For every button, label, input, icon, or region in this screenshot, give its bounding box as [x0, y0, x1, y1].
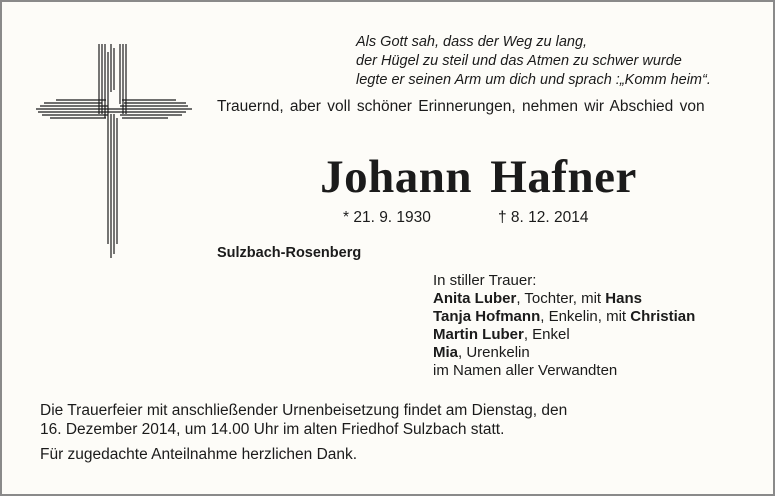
mourner-partner: Hans	[605, 290, 642, 307]
mourner-relation: , Tochter, mit	[516, 290, 606, 307]
ceremony-line: Die Trauerfeier mit anschließender Urnenbeisetzung findet am Dienstag, den	[40, 402, 568, 419]
thanks-text: Für zugedachte Anteilnahme herzlichen Dank.	[40, 446, 358, 463]
mourner-name: Anita Luber	[433, 290, 517, 307]
deceased-name: Johann Hafner	[320, 151, 637, 203]
death-date: † 8. 12. 2014	[498, 209, 589, 226]
mourners-list	[433, 272, 695, 380]
mourners-heading: In stiller Trauer:	[433, 272, 537, 289]
intro-text: Trauernd, aber voll schöner Erinnerungen, nehmen wir Abschied von	[217, 98, 705, 115]
poem-line: legte er seinen Arm um dich und sprach :„Komm heim“.	[356, 72, 711, 88]
mourner-relation: , Urenkelin	[458, 344, 530, 361]
mourners-closing: im Namen aller Verwandten	[433, 362, 618, 379]
mourner-partner: Christian	[630, 308, 696, 325]
residence: Sulzbach-Rosenberg	[217, 245, 362, 261]
mourner-name: Martin Luber	[433, 326, 524, 343]
birth-date: * 21. 9. 1930	[343, 209, 431, 226]
mourner-relation: , Enkel	[523, 326, 570, 343]
list-item	[433, 344, 695, 362]
poem-line: Als Gott sah, dass der Weg zu lang,	[356, 34, 588, 50]
mourner-name: Mia	[433, 344, 459, 361]
cross-icon	[36, 44, 192, 258]
poem-line: der Hügel zu steil und das Atmen zu schwer wurde	[356, 53, 682, 69]
list-item	[433, 290, 695, 308]
poem	[356, 33, 756, 90]
mourner-name: Tanja Hofmann	[433, 308, 541, 325]
ceremony-line: 16. Dezember 2014, um 14.00 Uhr im alten Friedhof Sulzbach statt.	[40, 421, 505, 438]
list-item	[433, 308, 695, 326]
ceremony-info	[40, 401, 660, 439]
list-item	[433, 326, 695, 344]
mourner-relation: , Enkelin, mit	[540, 308, 631, 325]
